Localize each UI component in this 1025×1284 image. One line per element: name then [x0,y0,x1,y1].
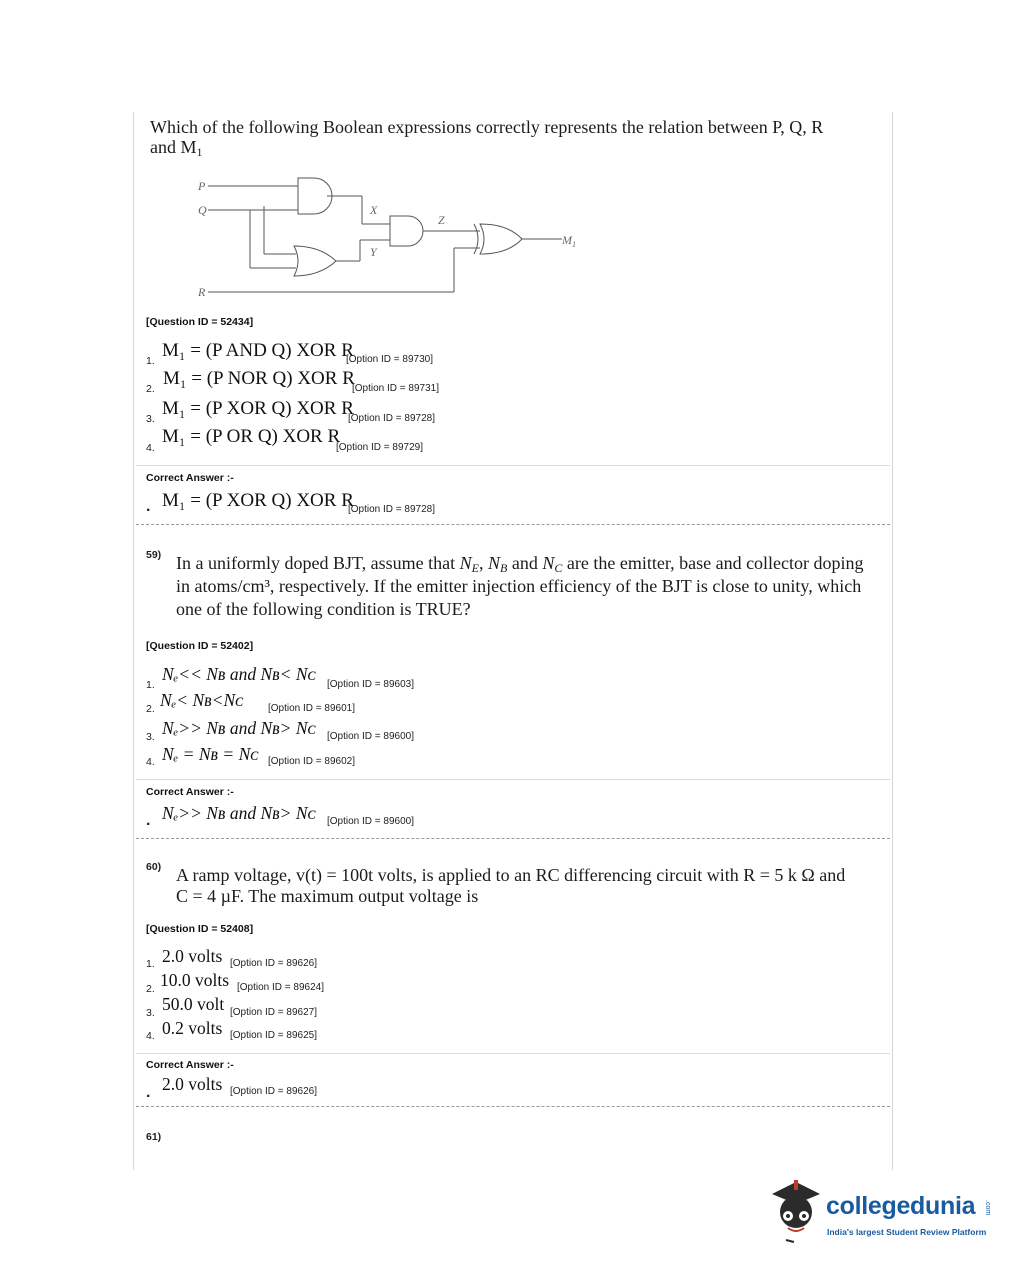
q58-option-2-id: [Option ID = 89731] [352,383,440,394]
divider [136,524,890,525]
q59-correct-id: [Option ID = 89600] [327,816,415,827]
q59-option-1-num: 1. [146,679,155,691]
q59-option-2-num: 2. [146,703,155,715]
q59-option-3-id: [Option ID = 89600] [327,731,415,742]
divider [136,465,890,466]
label-y: Y [370,245,377,259]
q60-option-2-expr: 10.0 volts [160,970,230,990]
q58-option-1-id: [Option ID = 89730] [346,354,434,365]
q60-option-3-expr: 50.0 volt [162,994,225,1014]
q60-correct-label: Correct Answer :- [146,1059,234,1071]
label-m1: M [562,233,572,247]
q59-option-4-expr: Nₑ = Nʙ = Nᴄ [162,744,259,764]
q60-option-2-id: [Option ID = 89624] [237,982,325,993]
q60-number: 60) [146,861,162,873]
bullet-icon: . [146,812,151,829]
q58-text-line1: Which of the following Boolean expressions correctly represents the relation between P, Q, R [150,117,824,137]
q60-correct-id: [Option ID = 89626] [230,1086,318,1097]
brand-suffix: .com [984,1200,991,1216]
q61-number: 61) [146,1131,162,1143]
divider [136,779,890,780]
logic-circuit-diagram [190,176,590,304]
divider [136,838,890,839]
label-m1-sub: 1 [572,240,576,249]
q58-option-3-num: 3. [146,413,155,425]
q60-option-4-num: 4. [146,1030,155,1042]
q59-option-4-id: [Option ID = 89602] [268,756,356,767]
divider [136,1053,890,1054]
q59-number: 59) [146,549,162,561]
label-p: P [198,179,206,193]
label-z: Z [438,213,445,227]
q60-correct-expr: 2.0 volts [162,1074,223,1094]
q58-option-1-expr: M₁ = (P AND Q) XOR R [162,340,354,361]
q58-option-2-expr: M₁ = (P NOR Q) XOR R [163,368,355,389]
q58-question-id: [Question ID = 52434] [146,316,254,328]
q60-option-4-id: [Option ID = 89625] [230,1030,318,1041]
label-r: R [198,285,206,299]
q59-text-line2: in atoms/cm³, respectively. If the emitter injection efficiency of the BJT is close to unity, which [176,576,862,596]
collegedunia-mascot-icon [766,1176,824,1246]
q60-option-4-expr: 0.2 volts [162,1018,223,1038]
q58-option-1-num: 1. [146,355,155,367]
q59-option-3-expr: Nₑ>> Nʙ and Nʙ> Nᴄ [162,718,316,738]
q60-option-1-id: [Option ID = 89626] [230,958,318,969]
q59-correct-expr: Nₑ>> Nʙ and Nʙ> Nᴄ [162,803,316,823]
q59-option-1-id: [Option ID = 89603] [327,679,415,690]
q58-option-3-id: [Option ID = 89728] [348,413,436,424]
q59-text-line1: In a uniformly doped BJT, assume that $N_E$, $N_B$ and $N_C$ are the emitter, base and collector doping [176,553,864,575]
q58-correct-id: [Option ID = 89728] [348,504,436,515]
q58-option-4-id: [Option ID = 89729] [336,442,424,453]
q59-option-2-id: [Option ID = 89601] [268,703,356,714]
brand-name: collegedunia [826,1192,976,1220]
q60-question-id: [Question ID = 52408] [146,923,254,935]
q58-text-line2: and M1 [150,137,203,159]
q60-option-1-expr: 2.0 volts [162,946,223,966]
bullet-icon: . [146,1084,151,1101]
page-frame-left [133,112,134,1170]
q58-option-4-num: 4. [146,442,155,454]
q58-option-3-expr: M₁ = (P XOR Q) XOR R [162,398,354,419]
q59-question-id: [Question ID = 52402] [146,640,254,652]
q59-correct-label: Correct Answer :- [146,786,234,798]
q60-text-line1: A ramp voltage, v(t) = 100t volts, is applied to an RC differencing circuit with R = 5 k Ω and [176,865,846,885]
q58-option-4-expr: M₁ = (P OR Q) XOR R [162,426,341,447]
q58-correct-expr: M₁ = (P XOR Q) XOR R [162,490,354,511]
q58-option-2-num: 2. [146,383,155,395]
q59-option-3-num: 3. [146,731,155,743]
q59-option-1-expr: Nₑ<< Nʙ and Nʙ< Nᴄ [162,664,316,684]
divider [136,1106,890,1107]
q60-option-3-num: 3. [146,1007,155,1019]
q60-text-line2: C = 4 µF. The maximum output voltage is [176,886,479,906]
brand-tagline: India's largest Student Review Platform [827,1227,987,1237]
q58-correct-label: Correct Answer :- [146,472,234,484]
q60-option-1-num: 1. [146,958,155,970]
q60-option-2-num: 2. [146,983,155,995]
q59-text-line3: one of the following condition is TRUE? [176,599,471,619]
page-frame-right [892,112,893,1170]
label-q: Q [198,203,207,217]
q60-option-3-id: [Option ID = 89627] [230,1007,318,1018]
q59-option-2-expr: Nₑ< Nʙ<Nᴄ [160,690,244,710]
q59-option-4-num: 4. [146,756,155,768]
label-x: X [370,203,378,217]
bullet-icon: . [146,498,151,515]
